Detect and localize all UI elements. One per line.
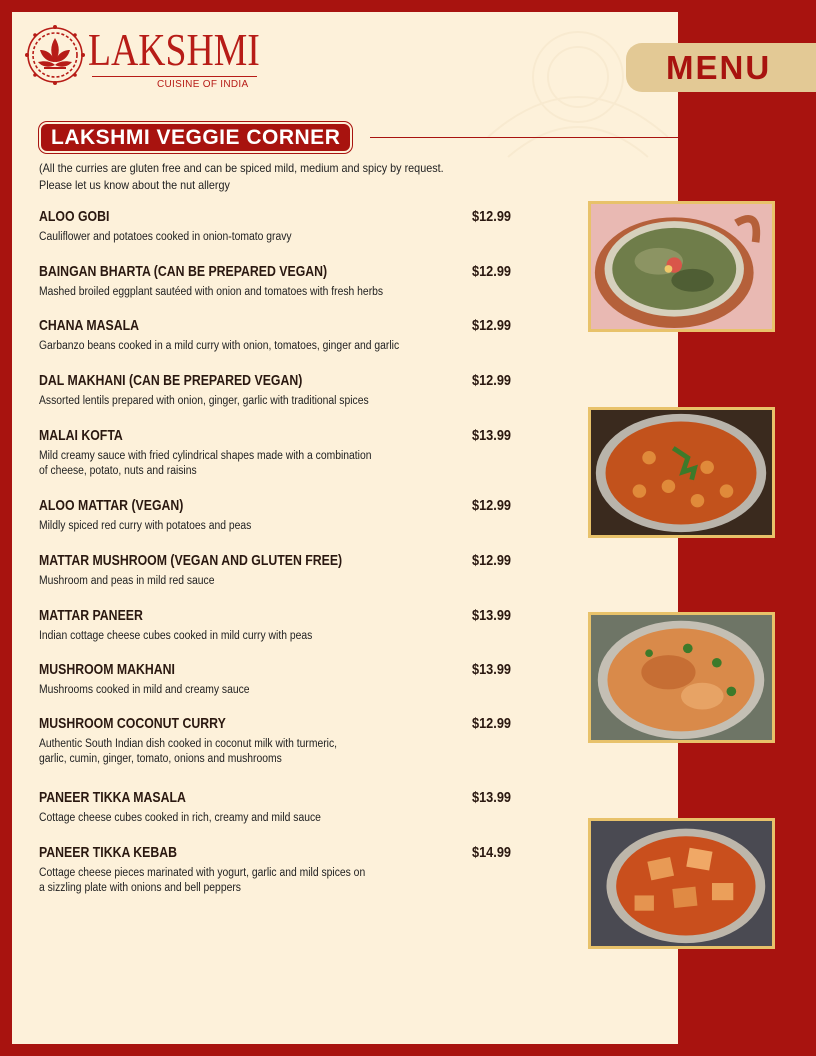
menu-item-description bbox=[39, 449, 519, 479]
menu-item-price: $12.99 bbox=[472, 497, 512, 514]
menu-item-description bbox=[39, 866, 519, 896]
menu-item-price: $12.99 bbox=[472, 263, 512, 280]
menu-item-name: BAINGAN BHARTA (CAN BE PREPARED VEGAN) bbox=[39, 263, 328, 280]
menu-item-description bbox=[39, 737, 519, 767]
menu-item-description-line: Garbanzo beans cooked in a mild curry with onion, tomatoes, ginger and garlic bbox=[39, 340, 400, 352]
section-title-badge bbox=[39, 122, 352, 153]
menu-item-description-line: a sizzling plate with onions and bell peppers bbox=[39, 882, 241, 894]
section-title: LAKSHMI VEGGIE CORNER bbox=[51, 126, 341, 149]
menu-item-description bbox=[39, 574, 519, 589]
menu-item bbox=[39, 552, 519, 589]
menu-item-description-line: Cauliflower and potatoes cooked in onion-tomato gravy bbox=[39, 231, 292, 243]
menu-item-price: $12.99 bbox=[472, 372, 512, 389]
menu-item-price: $13.99 bbox=[472, 789, 512, 806]
menu-item bbox=[39, 789, 519, 826]
brand-logo bbox=[24, 22, 264, 96]
food-photo-saag bbox=[588, 201, 775, 332]
menu-item-description bbox=[39, 811, 519, 826]
menu-item bbox=[39, 263, 519, 300]
menu-tab bbox=[626, 43, 816, 92]
menu-item-description-line: Cottage cheese cubes cooked in rich, creamy and mild sauce bbox=[39, 812, 321, 824]
menu-item bbox=[39, 844, 519, 896]
menu-item-name: PANEER TIKKA KEBAB bbox=[39, 844, 178, 861]
paneer-bowl-icon bbox=[591, 821, 772, 946]
menu-item-name: MATTAR PANEER bbox=[39, 607, 143, 624]
menu-item-description bbox=[39, 629, 519, 644]
menu-item-description-line: Mashed broiled eggplant sautéed with onion and tomatoes with fresh herbs bbox=[39, 286, 384, 298]
section-note bbox=[39, 160, 489, 194]
menu-item-description bbox=[39, 683, 519, 698]
brand-rule bbox=[92, 76, 257, 77]
menu-item bbox=[39, 607, 519, 644]
menu-item-name: PANEER TIKKA MASALA bbox=[39, 789, 186, 806]
menu-item-description-line: Authentic South Indian dish cooked in coconut milk with turmeric, bbox=[39, 738, 338, 750]
menu-item-description bbox=[39, 339, 519, 354]
menu-item-description-line: Mushroom and peas in mild red sauce bbox=[39, 575, 215, 587]
menu-item-price: $13.99 bbox=[472, 661, 512, 678]
section-note-line-2: Please let us know about the nut allergy bbox=[39, 178, 230, 192]
mandala-watermark-icon bbox=[448, 17, 668, 167]
menu-item-name: MALAI KOFTA bbox=[39, 427, 123, 444]
menu-item-description bbox=[39, 519, 519, 534]
menu-item-description bbox=[39, 230, 519, 245]
menu-item-name: MATTAR MUSHROOM (VEGAN AND GLUTEN FREE) bbox=[39, 552, 343, 569]
section-note-line-1: (All the curries are gluten free and can be spiced mild, medium and spicy by request. bbox=[39, 161, 444, 175]
menu-item bbox=[39, 715, 519, 767]
saag-bowl-icon bbox=[591, 204, 772, 329]
food-photo-korma bbox=[588, 612, 775, 743]
menu-item-price: $12.99 bbox=[472, 208, 512, 225]
menu-item-name: DAL MAKHANI (CAN BE PREPARED VEGAN) bbox=[39, 372, 303, 389]
menu-item-price: $12.99 bbox=[472, 552, 512, 569]
chana-bowl-icon bbox=[591, 410, 772, 535]
menu-item-name: CHANA MASALA bbox=[39, 317, 139, 334]
menu-item bbox=[39, 208, 519, 245]
menu-item-price: $12.99 bbox=[472, 317, 512, 334]
korma-bowl-icon bbox=[591, 615, 772, 740]
brand-tagline: CUISINE OF INDIA bbox=[157, 79, 249, 90]
menu-item-name: ALOO MATTAR (VEGAN) bbox=[39, 497, 184, 514]
menu-item-description-line: Mushrooms cooked in mild and creamy sauce bbox=[39, 684, 250, 696]
menu-item-price: $13.99 bbox=[472, 427, 512, 444]
menu-item-name: MUSHROOM COCONUT CURRY bbox=[39, 715, 226, 732]
menu-item-price: $12.99 bbox=[472, 715, 512, 732]
menu-tab-label: MENU bbox=[666, 49, 772, 86]
menu-item-price: $13.99 bbox=[472, 607, 512, 624]
menu-item-name: ALOO GOBI bbox=[39, 208, 110, 225]
lotus-emblem-icon bbox=[24, 24, 86, 86]
menu-item bbox=[39, 497, 519, 534]
menu-item-name: MUSHROOM MAKHANI bbox=[39, 661, 175, 678]
menu-item bbox=[39, 661, 519, 698]
menu-item-description bbox=[39, 394, 519, 409]
menu-item-description-line: Indian cottage cheese cubes cooked in mild curry with peas bbox=[39, 630, 313, 642]
menu-item bbox=[39, 317, 519, 354]
food-photo-paneer bbox=[588, 818, 775, 949]
menu-item-description-line: Mild creamy sauce with fried cylindrical shapes made with a combination bbox=[39, 450, 372, 462]
menu-item-description-line: Mildly spiced red curry with potatoes and peas bbox=[39, 520, 252, 532]
menu-item-price: $14.99 bbox=[472, 844, 512, 861]
menu-item-description-line: of cheese, potato, nuts and raisins bbox=[39, 465, 197, 477]
menu-item bbox=[39, 372, 519, 409]
menu-item bbox=[39, 427, 519, 479]
menu-item-description bbox=[39, 285, 519, 300]
food-photo-chana bbox=[588, 407, 775, 538]
section-divider bbox=[370, 137, 678, 138]
menu-item-description-line: Cottage cheese pieces marinated with yogurt, garlic and mild spices on bbox=[39, 867, 366, 879]
brand-name: LAKSHMI bbox=[88, 24, 260, 75]
menu-item-description-line: garlic, cumin, ginger, tomato, onions and mushrooms bbox=[39, 753, 282, 765]
menu-item-description-line: Assorted lentils prepared with onion, ginger, garlic with traditional spices bbox=[39, 395, 369, 407]
